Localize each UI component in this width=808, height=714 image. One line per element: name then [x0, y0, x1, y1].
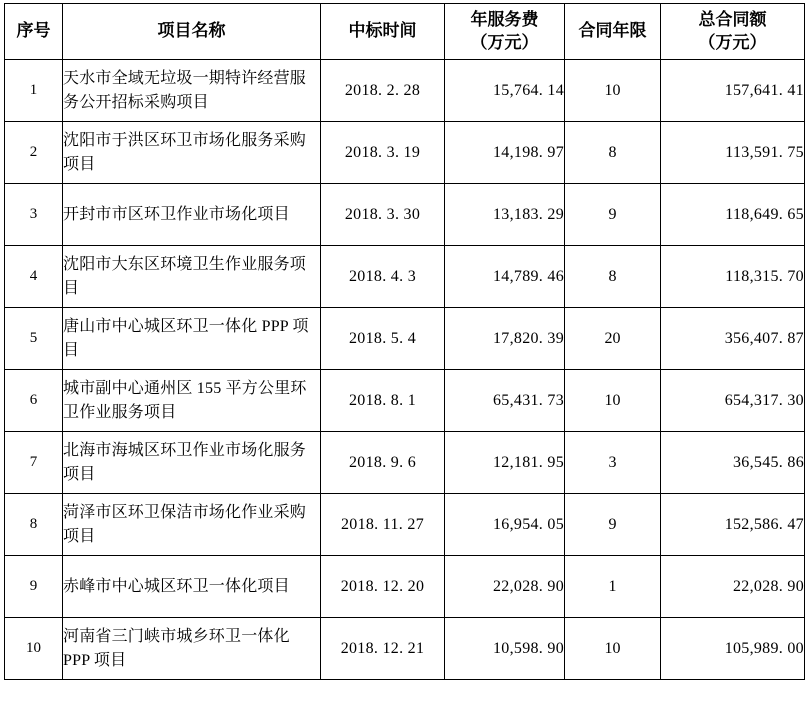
cell-contract-years: 10 — [565, 370, 661, 432]
cell-bid-date: 2018. 12. 20 — [321, 556, 445, 618]
cell-bid-date: 2018. 12. 21 — [321, 618, 445, 680]
cell-index: 8 — [5, 494, 63, 556]
projects-table — [4, 3, 805, 680]
cell-total-amount: 22,028. 90 — [661, 556, 805, 618]
table-row — [5, 556, 805, 618]
cell-project-name: 唐山市中心城区环卫一体化 PPP 项目 — [63, 308, 321, 370]
cell-total-amount: 152,586. 47 — [661, 494, 805, 556]
cell-index: 6 — [5, 370, 63, 432]
column-header-date — [321, 4, 445, 60]
column-header-name-line1: 项目名称 — [157, 21, 226, 41]
table-row — [5, 494, 805, 556]
cell-project-name: 沈阳市于洪区环卫市场化服务采购项目 — [63, 122, 321, 184]
cell-index: 2 — [5, 122, 63, 184]
cell-total-amount: 157,641. 41 — [661, 60, 805, 122]
table-row — [5, 60, 805, 122]
cell-contract-years: 20 — [565, 308, 661, 370]
cell-contract-years: 1 — [565, 556, 661, 618]
cell-annual-fee: 10,598. 90 — [445, 618, 565, 680]
cell-total-amount: 356,407. 87 — [661, 308, 805, 370]
cell-total-amount: 105,989. 00 — [661, 618, 805, 680]
column-header-date-line1: 中标时间 — [348, 21, 417, 41]
cell-total-amount: 113,591. 75 — [661, 122, 805, 184]
column-header-total-line1: 总合同额 — [698, 9, 767, 29]
cell-bid-date: 2018. 11. 27 — [321, 494, 445, 556]
cell-project-name: 河南省三门峡市城乡环卫一体化 PPP 项目 — [63, 618, 321, 680]
table-row — [5, 122, 805, 184]
cell-annual-fee: 14,198. 97 — [445, 122, 565, 184]
cell-index: 3 — [5, 184, 63, 246]
cell-index: 5 — [5, 308, 63, 370]
table-row — [5, 432, 805, 494]
column-header-index — [5, 4, 63, 60]
cell-index: 1 — [5, 60, 63, 122]
table-body — [5, 60, 805, 680]
cell-index: 7 — [5, 432, 63, 494]
cell-project-name: 天水市全域无垃圾一期特许经营服务公开招标采购项目 — [63, 60, 321, 122]
column-header-years-line1: 合同年限 — [578, 21, 647, 41]
cell-total-amount: 118,315. 70 — [661, 246, 805, 308]
cell-bid-date: 2018. 8. 1 — [321, 370, 445, 432]
column-header-name — [63, 4, 321, 60]
cell-bid-date: 2018. 5. 4 — [321, 308, 445, 370]
table-row — [5, 618, 805, 680]
cell-bid-date: 2018. 9. 6 — [321, 432, 445, 494]
cell-total-amount: 654,317. 30 — [661, 370, 805, 432]
cell-annual-fee: 22,028. 90 — [445, 556, 565, 618]
cell-bid-date: 2018. 4. 3 — [321, 246, 445, 308]
table-row — [5, 246, 805, 308]
table-row — [5, 308, 805, 370]
cell-project-name: 城市副中心通州区 155 平方公里环卫作业服务项目 — [63, 370, 321, 432]
column-header-fee-line2: （万元） — [470, 32, 539, 52]
cell-bid-date: 2018. 2. 28 — [321, 60, 445, 122]
cell-contract-years: 8 — [565, 246, 661, 308]
table-row — [5, 184, 805, 246]
cell-contract-years: 9 — [565, 494, 661, 556]
cell-annual-fee: 15,764. 14 — [445, 60, 565, 122]
table-header — [5, 4, 805, 60]
cell-contract-years: 10 — [565, 60, 661, 122]
cell-project-name: 北海市海城区环卫作业市场化服务项目 — [63, 432, 321, 494]
cell-bid-date: 2018. 3. 19 — [321, 122, 445, 184]
column-header-fee-line1: 年服务费 — [470, 9, 539, 29]
cell-index: 9 — [5, 556, 63, 618]
cell-index: 4 — [5, 246, 63, 308]
column-header-years — [565, 4, 661, 60]
cell-project-name: 赤峰市中心城区环卫一体化项目 — [63, 556, 321, 618]
cell-annual-fee: 14,789. 46 — [445, 246, 565, 308]
cell-bid-date: 2018. 3. 30 — [321, 184, 445, 246]
cell-contract-years: 3 — [565, 432, 661, 494]
cell-contract-years: 10 — [565, 618, 661, 680]
cell-index: 10 — [5, 618, 63, 680]
cell-contract-years: 8 — [565, 122, 661, 184]
table-header-row — [5, 4, 805, 60]
cell-annual-fee: 65,431. 73 — [445, 370, 565, 432]
cell-annual-fee: 17,820. 39 — [445, 308, 565, 370]
cell-annual-fee: 12,181. 95 — [445, 432, 565, 494]
cell-project-name: 开封市市区环卫作业市场化项目 — [63, 184, 321, 246]
cell-annual-fee: 16,954. 05 — [445, 494, 565, 556]
cell-project-name: 沈阳市大东区环境卫生作业服务项目 — [63, 246, 321, 308]
column-header-total — [661, 4, 805, 60]
cell-annual-fee: 13,183. 29 — [445, 184, 565, 246]
cell-total-amount: 36,545. 86 — [661, 432, 805, 494]
column-header-fee — [445, 4, 565, 60]
table-row — [5, 370, 805, 432]
cell-total-amount: 118,649. 65 — [661, 184, 805, 246]
cell-contract-years: 9 — [565, 184, 661, 246]
column-header-total-line2: （万元） — [698, 32, 767, 52]
column-header-index-line1: 序号 — [16, 21, 51, 41]
cell-project-name: 菏泽市区环卫保洁市场化作业采购项目 — [63, 494, 321, 556]
